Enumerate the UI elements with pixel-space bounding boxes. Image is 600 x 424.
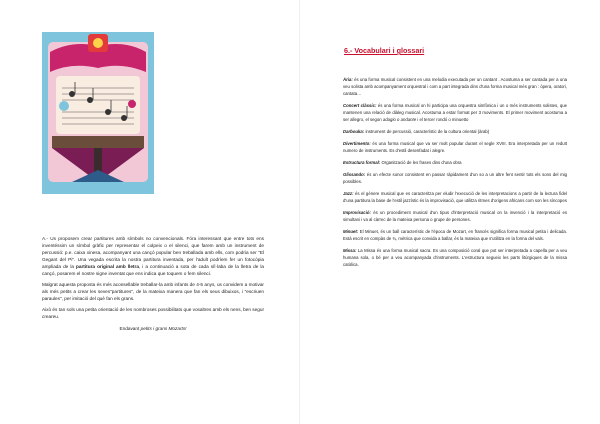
glossary-title: 6.- Vocabulari i glossari	[344, 46, 425, 55]
glossary-entry: Missa: La Missa és una forma musical sacra. Es una composició coral que pot ser interpretada a capella per a veu humana sola, o bé per a veu acompanyada d'instruments. L'estructura segueix les parts litúrgiques de la missa catòlica.	[343, 247, 567, 268]
left-paragraph: Això és tan sols una petita orientació de les nombroses possibilitats que vosaltres amb els nens, ben segur creareu.	[42, 307, 264, 320]
left-paragraph: Malgrat aquesta proposta és més aconsellable treballar-la amb infants de 4-5 anys, us convidem a motivar als més petits a crear les seves"partitures", de la mateixa manera que fan els seus dibuixos, i "escriuen paraules", per imitació del què fan els grans.	[42, 282, 264, 301]
glossary-entry: Minuet: El Minuet, és un ball característic de l'època de Mozart, en francès significa forma musical petita i delicada. Està escrit en compàs de ¾, mètrica que convida a ballar, és la mateixa que s'utilitza en la forma del vals.	[343, 228, 567, 241]
glossary-entry: Improvisació: és un procediment musical d'un tipus d'interpretació musical on la invenció i la interpretació es simultani i va al càrrec de la mateixa persona o grupe de persones.	[343, 209, 567, 222]
glossary-entry: Divertimento: és una forma musical que va ser molt popular durant el segle XVIII. Era interpretada per un reduït numero de instruments. Es d'estil desenfadat i alegre.	[343, 141, 567, 154]
glossary-entry: Glissando: és un efecte sonor consistent en passar ràpidament d'un so a un altre fent sentir tots els sons del mig possibles.	[343, 171, 567, 185]
glossary-entry: Jazz: és el gènere musical que es caracteritza per eludir l'execució de les interpretacions a partir de la lectura fidel d'una partitura la base de l'estil jazzístic és la improvisació, que utilitza ritmes d'origens africans com son les síncopes	[343, 190, 567, 203]
glossary-entry: Concert clàssic: és una forma musical on hi participa una orquestra simfònica i un o més instruments solistes, que mantenen una relació de diàleg musical. Acostuma a estar format per 3 moviments. El primer moviment acostuma a ser allegro, el segon adagio o andante i el tercer rondó o minuetto	[343, 103, 567, 123]
glossary-entry: Ària: és una forma musical consistent en una melodia executada per un cantant . Acostuma a ser cantada per a una veu solista amb acompanyament orquestral i com a part integrada dins d'una forma musical més gran : òpera, oratori, cantata…	[343, 77, 567, 97]
left-body-text	[42, 236, 264, 337]
glossary-entry: Darbouka: instrument de percussió, característic de la cultura oriental (àrab)	[343, 129, 490, 135]
musical-illustration	[42, 32, 154, 194]
glossary-list	[343, 76, 567, 273]
glossary-entry: Estructura formal: Organització de les frases dins d'una obra	[343, 160, 462, 166]
left-paragraph: A.- Us proposem crear partitures amb símbols no convencionals. Fóra interessant que entre tots ens inventéssim un símbol gràfic per representar el colpeix o el silenci, que farem amb un instrument de percussió: p.e. caixa xinesa, acompanyant una cançó popular ben treballada amb ells, com podria ser "El Gegant del Pi". Una vegada escrita la nostra partitura inventada, per l'adult podríem fer un fotocòpia ampliada de la partitura original amb lletra, i a continuació a sota de cada síl·laba de la lletra de la cançó, posarem el nostre signe inventat que ens indica que toquem o fem silenci.	[42, 236, 264, 276]
right-page	[300, 0, 600, 424]
closing-line: Endavant petits i grans Mozarts!	[119, 325, 187, 331]
